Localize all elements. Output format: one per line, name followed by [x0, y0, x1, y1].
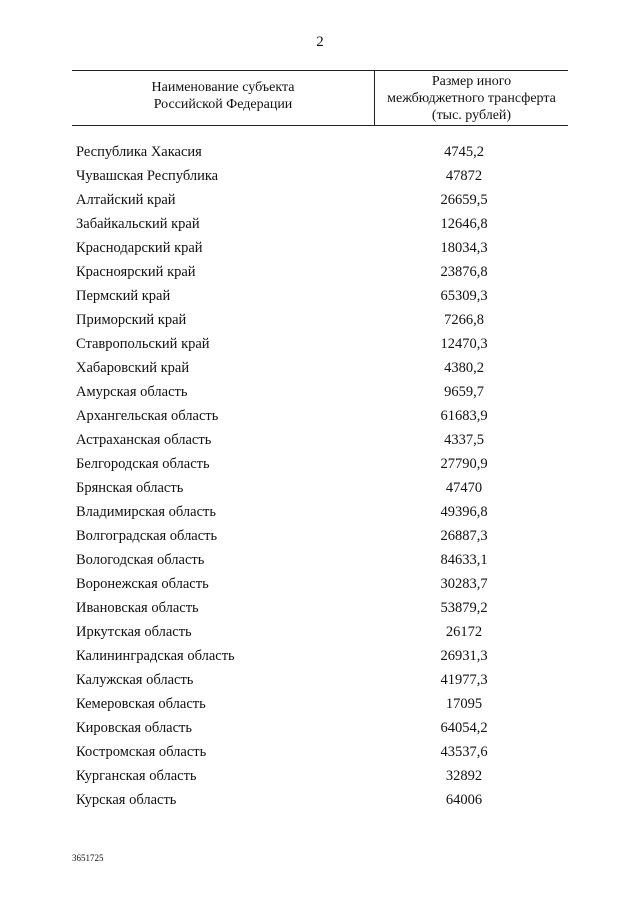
subject-name: Брянская область	[76, 480, 184, 496]
table-row	[76, 332, 568, 356]
transfer-amount: 12470,3	[440, 336, 488, 352]
subject-name: Чувашская Республика	[76, 168, 219, 184]
table-row	[76, 452, 568, 476]
table-body	[76, 140, 568, 812]
transfer-amount: 27790,9	[440, 456, 488, 472]
table-row	[76, 596, 568, 620]
subject-name: Архангельская область	[76, 408, 219, 424]
column-header-amount	[375, 73, 568, 124]
subject-name: Ивановская область	[76, 600, 199, 616]
subject-name: Калужская область	[76, 672, 194, 688]
table-row	[76, 620, 568, 644]
subject-name: Белгородская область	[76, 456, 210, 472]
transfer-amount: 41977,3	[440, 672, 488, 688]
transfer-amount: 65309,3	[440, 288, 488, 304]
table-row	[76, 236, 568, 260]
table-row	[76, 356, 568, 380]
subject-name: Курская область	[76, 792, 177, 808]
table-row	[76, 428, 568, 452]
subject-name: Волгоградская область	[76, 528, 218, 544]
table-row	[76, 476, 568, 500]
subject-name: Астраханская область	[76, 432, 212, 448]
column-header-subject	[72, 79, 374, 113]
subject-name: Ставропольский край	[76, 336, 210, 352]
subject-name: Курганская область	[76, 768, 197, 784]
transfer-amount: 47872	[445, 168, 483, 184]
subject-name: Алтайский край	[76, 192, 176, 208]
transfer-amount: 18034,3	[440, 240, 488, 256]
table-row	[76, 524, 568, 548]
table-row	[76, 668, 568, 692]
subject-name: Амурская область	[76, 384, 188, 400]
transfer-amount: 12646,8	[440, 216, 488, 232]
table-header	[72, 70, 568, 126]
subject-name: Хабаровский край	[76, 360, 190, 376]
document-code: 3651725	[72, 853, 104, 863]
table-row	[76, 164, 568, 188]
table-row	[76, 188, 568, 212]
page-number: 2	[316, 34, 324, 50]
transfer-amount: 17095	[445, 696, 483, 712]
subject-name: Пермский край	[76, 288, 171, 304]
table-row	[76, 284, 568, 308]
subject-name: Красноярский край	[76, 264, 196, 280]
table-row	[76, 548, 568, 572]
table-row	[76, 692, 568, 716]
transfer-amount: 43537,6	[440, 744, 488, 760]
table-row	[76, 764, 568, 788]
transfer-amount: 84633,1	[440, 552, 488, 568]
column-header-subject-line1: Наименование субъекта	[151, 80, 295, 95]
table-row	[76, 404, 568, 428]
column-header-amount-line2: межбюджетного трансферта	[387, 91, 556, 106]
subject-name: Костромская область	[76, 744, 207, 760]
table-row	[76, 260, 568, 284]
column-header-subject-line2: Российской Федерации	[153, 97, 293, 112]
subject-name: Воронежская область	[76, 576, 209, 592]
table-row	[76, 788, 568, 812]
table-row	[76, 572, 568, 596]
transfer-amount: 26172	[445, 624, 483, 640]
column-header-amount-line3: (тыс. рублей)	[431, 108, 512, 123]
transfer-amount: 26887,3	[440, 528, 488, 544]
transfer-amount: 32892	[445, 768, 483, 784]
transfer-amount: 26659,5	[440, 192, 488, 208]
subject-name: Калининградская область	[76, 648, 235, 664]
subject-name: Кемеровская область	[76, 696, 206, 712]
transfer-amount: 7266,8	[444, 312, 484, 328]
transfer-amount: 26931,3	[440, 648, 488, 664]
table-row	[76, 380, 568, 404]
transfer-amount: 30283,7	[440, 576, 488, 592]
transfer-amount: 4337,5	[444, 432, 484, 448]
table-row	[76, 716, 568, 740]
table-row	[76, 308, 568, 332]
transfer-amount: 64054,2	[440, 720, 488, 736]
transfer-amount: 49396,8	[440, 504, 488, 520]
subject-name: Республика Хакасия	[76, 144, 202, 160]
transfer-amount: 47470	[445, 480, 483, 496]
table-row	[76, 140, 568, 164]
subject-name: Краснодарский край	[76, 240, 203, 256]
subject-name: Кировская область	[76, 720, 193, 736]
transfer-amount: 23876,8	[440, 264, 488, 280]
table-row	[76, 500, 568, 524]
subject-name: Владимирская область	[76, 504, 216, 520]
subject-name: Забайкальский край	[76, 216, 200, 232]
transfer-amount: 61683,9	[440, 408, 488, 424]
subject-name: Иркутская область	[76, 624, 192, 640]
table-row	[76, 212, 568, 236]
transfer-amount: 4380,2	[444, 360, 484, 376]
transfer-amount: 53879,2	[440, 600, 488, 616]
transfer-amount: 9659,7	[444, 384, 484, 400]
subject-name: Вологодская область	[76, 552, 205, 568]
subject-name: Приморский край	[76, 312, 187, 328]
table-row	[76, 644, 568, 668]
transfer-amount: 4745,2	[444, 144, 484, 160]
transfer-amount: 64006	[445, 792, 483, 808]
table-row	[76, 740, 568, 764]
column-header-amount-line1: Размер иного	[431, 74, 512, 89]
